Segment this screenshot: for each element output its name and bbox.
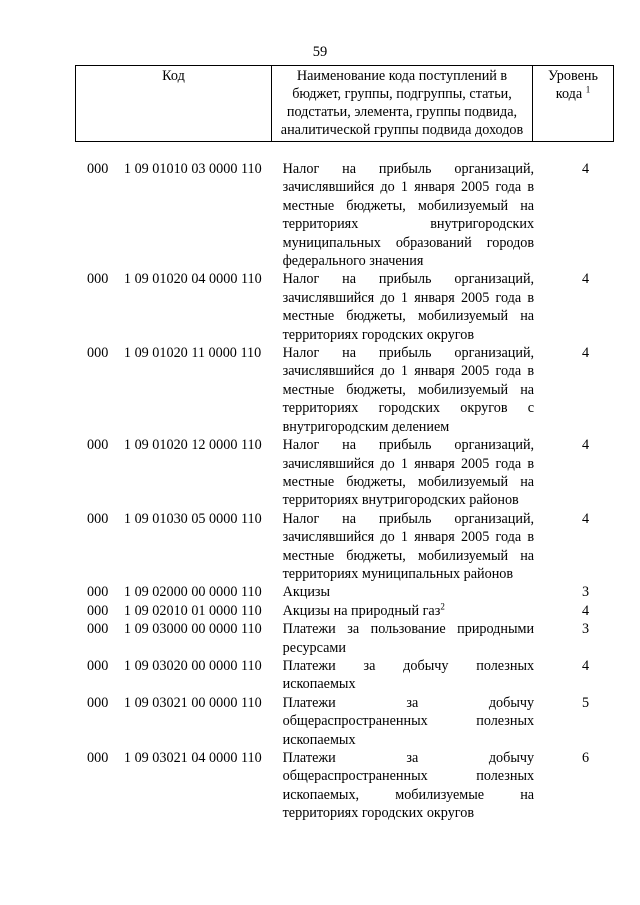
revenue-code: 1 09 03021 04 0000 110 xyxy=(123,750,262,766)
admin-code: 000 xyxy=(87,750,109,766)
table-row xyxy=(87,160,597,270)
revenue-code: 1 09 01020 04 0000 110 xyxy=(123,271,262,288)
code-level: 4 xyxy=(581,161,590,177)
revenue-code: 1 09 03020 00 0000 110 xyxy=(123,657,262,674)
admin-code: 000 xyxy=(87,510,109,527)
revenue-name: Платежи за добычу общераспространенных полезных ископаемых, мобилизуемые на территориях городских округов xyxy=(282,750,535,822)
revenue-name: Акцизы xyxy=(282,584,331,601)
code-level: 4 xyxy=(581,271,590,288)
table-row xyxy=(87,749,597,823)
revenue-name: Налог на прибыль организаций, зачислявшийся до 1 января 2005 года в местные бюджеты, мобилизуемый на территориях городских округов xyxy=(282,271,535,343)
code-level: 4 xyxy=(581,437,590,454)
revenue-name: Платежи за пользование природными ресурсами xyxy=(282,621,535,656)
table-row xyxy=(87,602,597,620)
table-row xyxy=(87,436,597,510)
table-row xyxy=(87,620,597,657)
code-level: 6 xyxy=(581,750,590,766)
revenue-name: Налог на прибыль организаций, зачислявшийся до 1 января 2005 года в местные бюджеты, мобилизуемый на территориях муниципальных районов xyxy=(282,510,535,582)
code-level: 4 xyxy=(581,602,590,619)
admin-code: 000 xyxy=(87,345,109,362)
header-level-line2: кода xyxy=(555,86,583,102)
revenue-code: 1 09 01020 12 0000 110 xyxy=(123,437,262,454)
header-name-line: аналитической группы подвида доходов xyxy=(280,122,524,138)
code-level: 3 xyxy=(581,584,590,601)
admin-code: 000 xyxy=(87,602,109,619)
admin-code: 000 xyxy=(87,271,109,288)
header-name xyxy=(272,66,533,142)
admin-code: 000 xyxy=(87,584,109,601)
revenue-name: Налог на прибыль организаций, зачислявшийся до 1 января 2005 года в местные бюджеты, мобилизуемый на территориях городских округов с внутригородским делением xyxy=(282,345,535,435)
revenue-code: 1 09 02000 00 0000 110 xyxy=(123,584,262,601)
revenue-name: Платежи за добычу полезных ископаемых xyxy=(282,657,535,693)
admin-code: 000 xyxy=(87,437,109,454)
revenue-code: 1 09 03021 00 0000 110 xyxy=(123,694,262,711)
header-code xyxy=(76,66,272,142)
header-level xyxy=(533,66,614,142)
table-row xyxy=(87,510,597,584)
page-number: 59 xyxy=(312,44,328,60)
revenue-code: 1 09 03000 00 0000 110 xyxy=(123,621,262,638)
revenue-name: Налог на прибыль организаций, зачислявшийся до 1 января 2005 года в местные бюджеты, мобилизуемый на территориях внутригородских муниципальных образований городов федерального значения xyxy=(282,161,535,270)
revenue-code: 1 09 01010 03 0000 110 xyxy=(123,161,262,177)
revenue-code: 1 09 01020 11 0000 110 xyxy=(123,345,262,362)
table-row xyxy=(87,270,597,344)
header-level-footnote: 1 xyxy=(585,84,591,95)
table-row xyxy=(87,583,597,601)
revenue-name: Акцизы на природный газ xyxy=(282,602,441,619)
header-name-line: Наименование кода поступлений в xyxy=(296,68,508,84)
table-row xyxy=(87,657,597,694)
revenue-name: Налог на прибыль организаций, зачислявшийся до 1 января 2005 года в местные бюджеты, мобилизуемый на территориях внутригородских районов xyxy=(282,437,535,509)
admin-code: 000 xyxy=(87,694,109,711)
admin-code: 000 xyxy=(87,161,109,177)
code-level: 3 xyxy=(581,621,590,638)
revenue-name: Платежи за добычу общераспространенных полезных ископаемых xyxy=(282,694,535,748)
table-header xyxy=(75,65,614,142)
header-code-label: Код xyxy=(162,68,185,84)
admin-code: 000 xyxy=(87,621,109,638)
revenue-name-cell xyxy=(283,602,535,620)
revenue-code: 1 09 01030 05 0000 110 xyxy=(123,510,262,527)
revenue-code: 1 09 02010 01 0000 110 xyxy=(123,602,262,619)
code-level: 4 xyxy=(581,657,590,674)
table-row xyxy=(87,694,597,749)
admin-code: 000 xyxy=(87,657,109,674)
code-level: 5 xyxy=(581,694,590,711)
footnote-marker: 2 xyxy=(440,601,445,612)
code-level: 4 xyxy=(581,345,590,362)
header-level-line1: Уровень xyxy=(548,68,598,84)
header-name-line: бюджет, группы, подгруппы, статьи, xyxy=(292,86,512,102)
table-row xyxy=(87,344,597,436)
header-name-line: подстатьи, элемента, группы подвида, xyxy=(286,104,518,120)
table-body xyxy=(87,160,597,823)
code-level: 4 xyxy=(581,510,590,527)
